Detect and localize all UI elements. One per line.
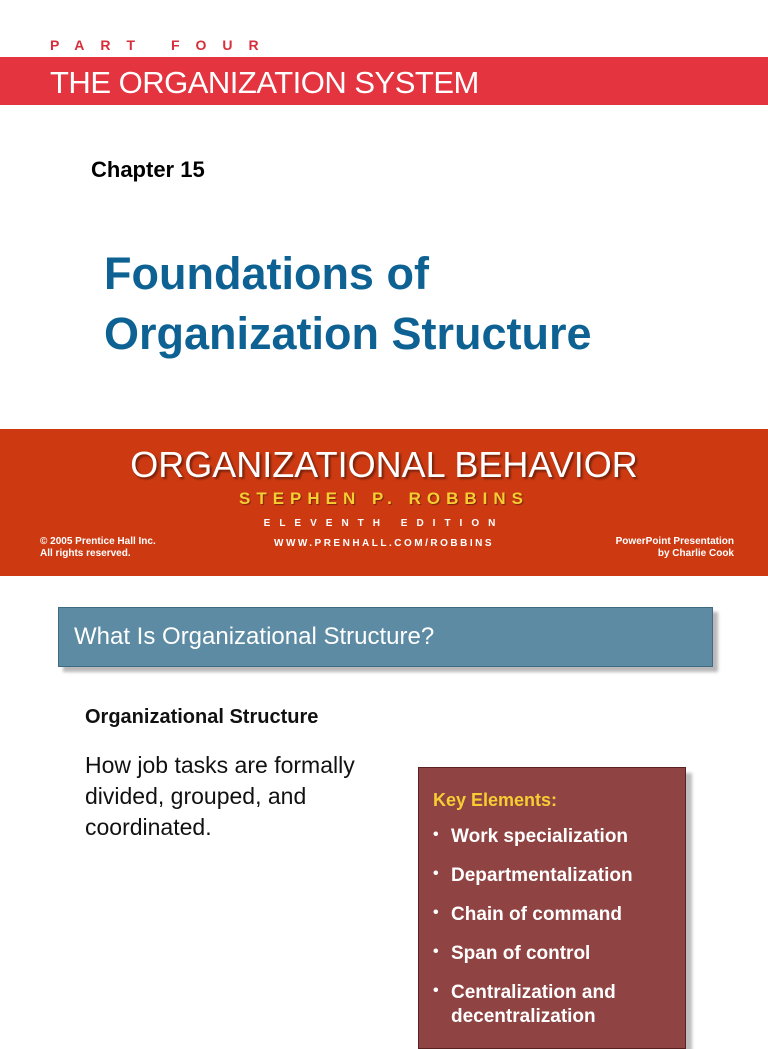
page-title: [104, 244, 744, 364]
definition-text: How job tasks are formally divided, grouped, and coordinated.: [85, 752, 355, 840]
key-elements-box: [418, 767, 686, 1049]
section-title-bar: [0, 57, 768, 105]
credit-line-1: PowerPoint Presentation: [615, 536, 734, 547]
title-line-1: Foundations of: [104, 248, 429, 299]
list-item-label: Departmentalization: [451, 865, 633, 886]
copyright-line-2: All rights reserved.: [40, 548, 131, 559]
chapter-label: Chapter 15: [91, 157, 205, 182]
presentation-credit: [616, 536, 734, 560]
list-item: [433, 825, 683, 849]
bullet-icon: •: [433, 904, 439, 921]
bullet-icon: •: [433, 943, 439, 960]
part-label: PART FOUR: [50, 37, 275, 53]
credit-line-2: by Charlie Cook: [657, 548, 734, 559]
section-title: THE ORGANIZATION SYSTEM: [50, 65, 479, 100]
definition-term: Organizational Structure: [85, 706, 319, 728]
slide-heading-box: [58, 607, 713, 667]
bullet-icon: •: [433, 865, 439, 882]
list-item: [433, 942, 683, 966]
key-elements-list: [433, 825, 683, 1044]
list-item: [433, 981, 683, 1029]
copyright-line-1: © 2005 Prentice Hall Inc.: [40, 536, 156, 547]
key-elements-title: Key Elements:: [433, 790, 558, 810]
list-item: [433, 903, 683, 927]
list-item: [433, 864, 683, 888]
title-line-2: Organization Structure: [104, 308, 592, 359]
book-edition: ELEVENTH EDITION: [263, 518, 505, 529]
slide-heading: What Is Organizational Structure?: [74, 623, 435, 650]
list-item-label: Work specialization: [451, 826, 629, 847]
list-item-label: Centralization and decentralization: [451, 982, 616, 1027]
list-item-label: Chain of command: [451, 904, 623, 925]
book-author: STEPHEN P. ROBBINS: [238, 489, 529, 508]
bullet-icon: •: [433, 982, 439, 999]
list-item-label: Span of control: [451, 943, 591, 964]
book-banner: [0, 429, 768, 576]
publisher-url: WWW.PRENHALL.COM/ROBBINS: [274, 538, 494, 549]
bullet-icon: •: [433, 826, 439, 843]
book-title: ORGANIZATIONAL BEHAVIOR: [130, 444, 638, 485]
copyright-notice: [40, 536, 156, 560]
